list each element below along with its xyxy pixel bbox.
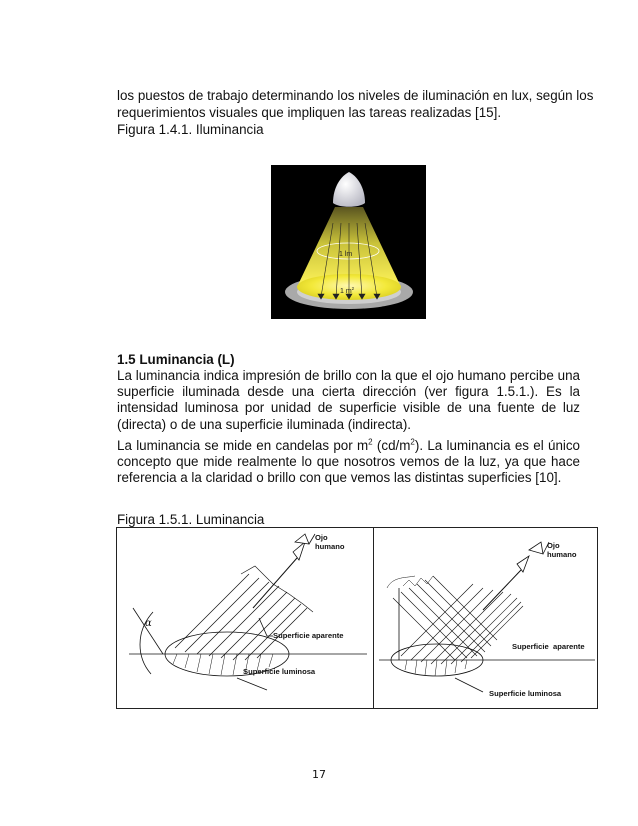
apparent-surface-label-right-1: Superficie [512,642,549,651]
section-heading: 1.5 Luminancia (L) [117,352,235,367]
eye-label-left-1: Ojo [315,533,328,542]
lumen-label: 1 lm [339,251,353,258]
angle-label: α [145,618,152,629]
page-number: 17 [312,768,326,781]
figure-caption-1: Figura 1.4.1. Iluminancia [117,122,264,137]
eye-label-left-2: humano [315,542,345,551]
apparent-surface-label-left: Superficie aparente [273,631,344,640]
luminance-diagram [117,528,597,708]
apparent-surface-label-right-2: aparente [553,642,585,651]
eye-label-right-1: Ojo [547,541,560,550]
figure-divider [373,528,374,708]
intro-line-2: requerimientos visuales que impliquen las tareas realizadas [15]. [117,105,502,120]
eye-label-right-2: humano [547,550,577,559]
luminance-figure [116,527,598,709]
luminance-paragraph-2: La luminancia se mide en candelas por $m^2$ $(cd/m^2)$. La luminancia es el único concepto que mide realmente lo que nosotros vemos de la luz, ya que hace referencia a la claridad o brillo con que vemos las distintas superficies [10]. [117,437,581,486]
luminous-surface-label-left: Superficie luminosa [243,667,316,676]
luminous-surface-label-right: Superficie luminosa [489,689,562,698]
illuminance-illustration [271,165,426,319]
figure-caption-2: Figura 1.5.1. Luminancia [117,512,265,527]
lamp-icon [333,172,365,207]
area-label: 1 $m^2$ [340,286,355,295]
intro-line-1: los puestos de trabajo determinando los niveles de iluminación en lux, según los [117,88,594,103]
right-diagram [379,542,595,692]
luminance-paragraph-1: La luminancia indica impresión de brillo con la que el ojo humano percibe una superficie iluminada desde una cierta dirección (ver figura 1.5.1.). Es la intensidad luminosa por unidad de superficie visible de una fuente de luz (directa) o de una superficie iluminada (indirecta). [117,368,580,432]
illuminance-figure [271,165,426,319]
